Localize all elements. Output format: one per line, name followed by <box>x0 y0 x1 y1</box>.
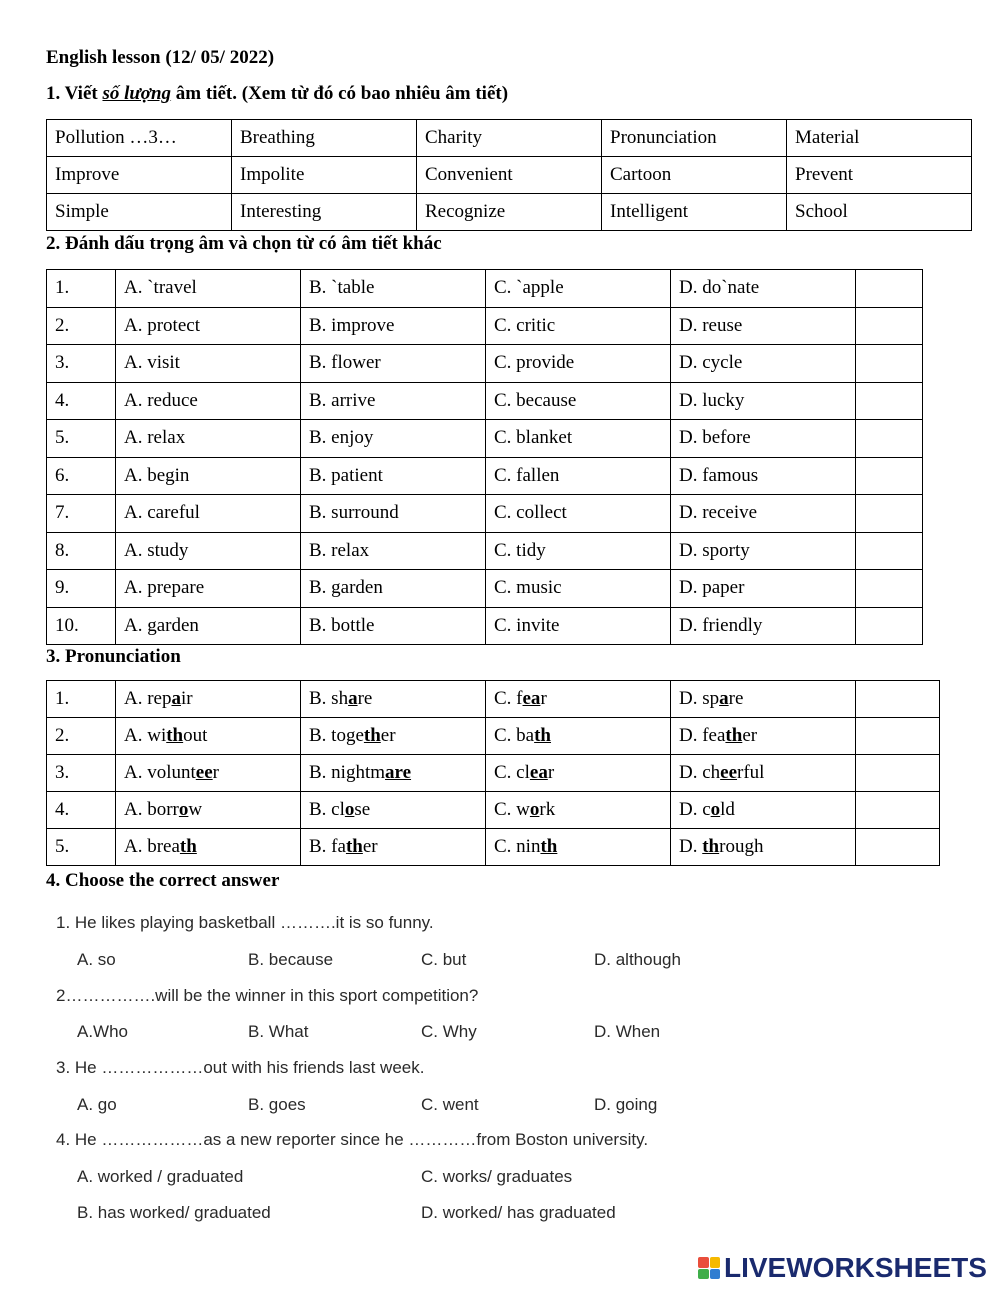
answer-option[interactable]: C. ninth <box>486 829 671 866</box>
answer-option[interactable]: D. cold <box>671 792 856 829</box>
question-3: 3. He ………………out with his friends last week. <box>56 1058 425 1077</box>
answer-option[interactable]: D. cheerful <box>671 755 856 792</box>
table-row <box>47 307 923 345</box>
highlighted-sound: ee <box>195 762 213 783</box>
answer-option[interactable]: D. famous <box>671 457 856 495</box>
q3-option-d[interactable]: D. going <box>594 1095 658 1114</box>
answer-option[interactable]: C. `apple <box>486 270 671 308</box>
q4-option-c[interactable]: C. works/ graduates <box>421 1167 573 1186</box>
table-cell[interactable]: Convenient <box>417 157 602 194</box>
answer-option[interactable]: B. bottle <box>301 607 486 645</box>
brand-name: LIVEWORKSHEETS <box>724 1252 987 1283</box>
question-number: 10. <box>47 607 116 645</box>
highlighted-sound: th <box>725 725 743 746</box>
question-number: 2. <box>47 718 116 755</box>
answer-option[interactable]: B. flower <box>301 345 486 383</box>
pronunciation-table <box>46 680 940 866</box>
answer-option[interactable]: B. enjoy <box>301 420 486 458</box>
answer-option[interactable]: A. careful <box>116 495 301 533</box>
table-row <box>47 718 940 755</box>
answer-cell[interactable] <box>856 270 923 308</box>
answer-option[interactable]: B. close <box>301 792 486 829</box>
answer-option[interactable]: B. nightmare <box>301 755 486 792</box>
table-row <box>47 792 940 829</box>
highlighted-sound: th <box>540 836 558 857</box>
answer-cell[interactable] <box>856 755 940 792</box>
table-row <box>47 194 972 231</box>
answer-option[interactable]: C. bath <box>486 718 671 755</box>
question-number: 7. <box>47 495 116 533</box>
answer-option[interactable]: A. begin <box>116 457 301 495</box>
answer-option[interactable]: A. prepare <box>116 570 301 608</box>
question-1: 1. He likes playing basketball ……….it is so funny. <box>56 913 434 932</box>
answer-option[interactable]: B. surround <box>301 495 486 533</box>
highlighted-sound: th <box>166 725 184 746</box>
table-row <box>47 755 940 792</box>
table-cell[interactable]: Interesting <box>232 194 417 231</box>
table-row <box>47 420 923 458</box>
answer-option[interactable]: D. sporty <box>671 532 856 570</box>
table-row <box>47 382 923 420</box>
table-row <box>47 270 923 308</box>
answer-cell[interactable] <box>856 345 923 383</box>
q1-option-a[interactable]: A. so <box>77 950 116 969</box>
answer-option[interactable]: C. work <box>486 792 671 829</box>
answer-option[interactable]: A. relax <box>116 420 301 458</box>
answer-option[interactable]: C. fear <box>486 681 671 718</box>
highlighted-sound: o <box>344 799 355 820</box>
question-number: 1. <box>47 270 116 308</box>
answer-option[interactable]: D. receive <box>671 495 856 533</box>
section4-heading: 4. Choose the correct answer <box>46 870 280 891</box>
table-cell[interactable]: Pollution …3… <box>47 120 232 157</box>
answer-cell[interactable] <box>856 829 940 866</box>
answer-cell[interactable] <box>856 307 923 345</box>
highlighted-sound: o <box>178 799 189 820</box>
answer-option[interactable]: B. `table <box>301 270 486 308</box>
q2-option-a[interactable]: A.Who <box>77 1022 129 1041</box>
table-row <box>47 457 923 495</box>
highlighted-sound: a <box>171 688 181 709</box>
table-cell[interactable]: Simple <box>47 194 232 231</box>
answer-option[interactable]: D. through <box>671 829 856 866</box>
highlighted-sound: th <box>534 725 552 746</box>
q1-option-c[interactable]: C. but <box>421 950 467 969</box>
answer-option[interactable]: A. visit <box>116 345 301 383</box>
answer-option[interactable]: D. do`nate <box>671 270 856 308</box>
table-row <box>47 829 940 866</box>
answer-option[interactable]: A. garden <box>116 607 301 645</box>
answer-option[interactable]: B. patient <box>301 457 486 495</box>
highlighted-sound: ee <box>720 762 738 783</box>
answer-option[interactable]: C. provide <box>486 345 671 383</box>
highlighted-sound: th <box>363 725 381 746</box>
question-number: 1. <box>47 681 116 718</box>
answer-option[interactable]: D. spare <box>671 681 856 718</box>
answer-option[interactable]: A. `travel <box>116 270 301 308</box>
table-cell[interactable]: Pronunciation <box>602 120 787 157</box>
answer-option[interactable]: C. invite <box>486 607 671 645</box>
table-cell[interactable]: Recognize <box>417 194 602 231</box>
answer-option[interactable]: A. protect <box>116 307 301 345</box>
question-2: 2…………….will be the winner in this sport competition? <box>56 986 479 1005</box>
q3-option-c[interactable]: C. went <box>421 1095 479 1114</box>
question-4: 4. He ………………as a new reporter since he …………from Boston university. <box>56 1130 649 1149</box>
highlighted-sound: a <box>348 688 358 709</box>
highlighted-sound: th <box>179 836 197 857</box>
answer-option[interactable]: B. share <box>301 681 486 718</box>
highlighted-sound: o <box>529 799 540 820</box>
answer-option[interactable]: C. because <box>486 382 671 420</box>
section3-heading: 3. Pronunciation <box>46 646 181 667</box>
table-row <box>47 532 923 570</box>
table-cell[interactable]: Prevent <box>787 157 972 194</box>
answer-option[interactable]: D. reuse <box>671 307 856 345</box>
q4-option-b[interactable]: B. has worked/ graduated <box>77 1203 271 1222</box>
answer-option[interactable]: C. collect <box>486 495 671 533</box>
answer-option[interactable]: B. garden <box>301 570 486 608</box>
highlighted-sound: are <box>385 762 412 783</box>
answer-option[interactable]: B. relax <box>301 532 486 570</box>
answer-cell[interactable] <box>856 792 940 829</box>
syllable-count-table <box>46 119 972 231</box>
q2-option-d[interactable]: D. When <box>594 1022 661 1041</box>
table-row <box>47 607 923 645</box>
table-row <box>47 495 923 533</box>
answer-option[interactable]: B. together <box>301 718 486 755</box>
question-number: 4. <box>47 792 116 829</box>
q1-option-d[interactable]: D. although <box>594 950 681 969</box>
answer-cell[interactable] <box>856 570 923 608</box>
question-number: 3. <box>47 755 116 792</box>
answer-option[interactable]: A. reduce <box>116 382 301 420</box>
answer-option[interactable]: C. clear <box>486 755 671 792</box>
table-cell[interactable]: School <box>787 194 972 231</box>
table-cell[interactable]: Material <box>787 120 972 157</box>
section1-heading: 1. Viết số lượng âm tiết. (Xem từ đó có bao nhiêu âm tiết) <box>46 83 509 104</box>
table-cell[interactable]: Improve <box>47 157 232 194</box>
answer-cell[interactable] <box>856 382 923 420</box>
answer-option[interactable]: A. borrow <box>116 792 301 829</box>
answer-option[interactable]: A. volunteer <box>116 755 301 792</box>
q2-option-b[interactable]: B. What <box>248 1022 309 1041</box>
highlighted-sound: ea <box>522 688 541 709</box>
highlighted-sound: a <box>719 688 729 709</box>
answer-cell[interactable] <box>856 681 940 718</box>
question-number: 6. <box>47 457 116 495</box>
table-row <box>47 120 972 157</box>
answer-cell[interactable] <box>856 495 923 533</box>
answer-option[interactable]: B. improve <box>301 307 486 345</box>
highlighted-sound: th <box>345 836 363 857</box>
answer-option[interactable]: C. critic <box>486 307 671 345</box>
table-row <box>47 157 972 194</box>
answer-option[interactable]: A. breath <box>116 829 301 866</box>
table-row <box>47 345 923 383</box>
question-number: 3. <box>47 345 116 383</box>
table-cell[interactable]: Cartoon <box>602 157 787 194</box>
question-number: 2. <box>47 307 116 345</box>
answer-option[interactable]: D. paper <box>671 570 856 608</box>
answer-option[interactable]: C. music <box>486 570 671 608</box>
answer-option[interactable]: C. fallen <box>486 457 671 495</box>
answer-option[interactable]: B. arrive <box>301 382 486 420</box>
table-cell[interactable]: Intelligent <box>602 194 787 231</box>
table-row <box>47 681 940 718</box>
stress-table <box>46 269 923 645</box>
answer-option[interactable]: A. study <box>116 532 301 570</box>
answer-option[interactable]: B. father <box>301 829 486 866</box>
q3-option-b[interactable]: B. goes <box>248 1095 306 1114</box>
q3-option-a[interactable]: A. go <box>77 1095 117 1114</box>
q4-option-d[interactable]: D. worked/ has graduated <box>421 1203 616 1222</box>
answer-cell[interactable] <box>856 607 923 645</box>
page-title: English lesson (12/ 05/ 2022) <box>46 47 275 68</box>
question-number: 9. <box>47 570 116 608</box>
answer-option[interactable]: D. lucky <box>671 382 856 420</box>
answer-cell[interactable] <box>856 718 940 755</box>
question-number: 5. <box>47 829 116 866</box>
answer-option[interactable]: D. feather <box>671 718 856 755</box>
answer-option[interactable]: A. repair <box>116 681 301 718</box>
answer-option[interactable]: C. blanket <box>486 420 671 458</box>
question-number: 5. <box>47 420 116 458</box>
liveworksheets-logo <box>698 1253 987 1283</box>
question-number: 8. <box>47 532 116 570</box>
highlighted-sound: ea <box>529 762 548 783</box>
answer-cell[interactable] <box>856 420 923 458</box>
answer-option[interactable]: A. without <box>116 718 301 755</box>
q1-option-b[interactable]: B. because <box>248 950 334 969</box>
table-cell[interactable]: Impolite <box>232 157 417 194</box>
q4-option-a[interactable]: A. worked / graduated <box>77 1167 244 1186</box>
answer-cell[interactable] <box>856 532 923 570</box>
highlighted-sound: th <box>702 836 720 857</box>
table-cell[interactable]: Charity <box>417 120 602 157</box>
answer-option[interactable]: C. tidy <box>486 532 671 570</box>
answer-option[interactable]: D. friendly <box>671 607 856 645</box>
table-cell[interactable]: Breathing <box>232 120 417 157</box>
question-number: 4. <box>47 382 116 420</box>
answer-option[interactable]: D. cycle <box>671 345 856 383</box>
answer-option[interactable]: D. before <box>671 420 856 458</box>
table-row <box>47 570 923 608</box>
answer-cell[interactable] <box>856 457 923 495</box>
section2-heading: 2. Đánh dấu trọng âm và chọn từ có âm tiết khác <box>46 233 442 254</box>
highlighted-sound: o <box>710 799 721 820</box>
liveworksheets-logo-icon <box>698 1257 720 1279</box>
q2-option-c[interactable]: C. Why <box>421 1022 477 1041</box>
